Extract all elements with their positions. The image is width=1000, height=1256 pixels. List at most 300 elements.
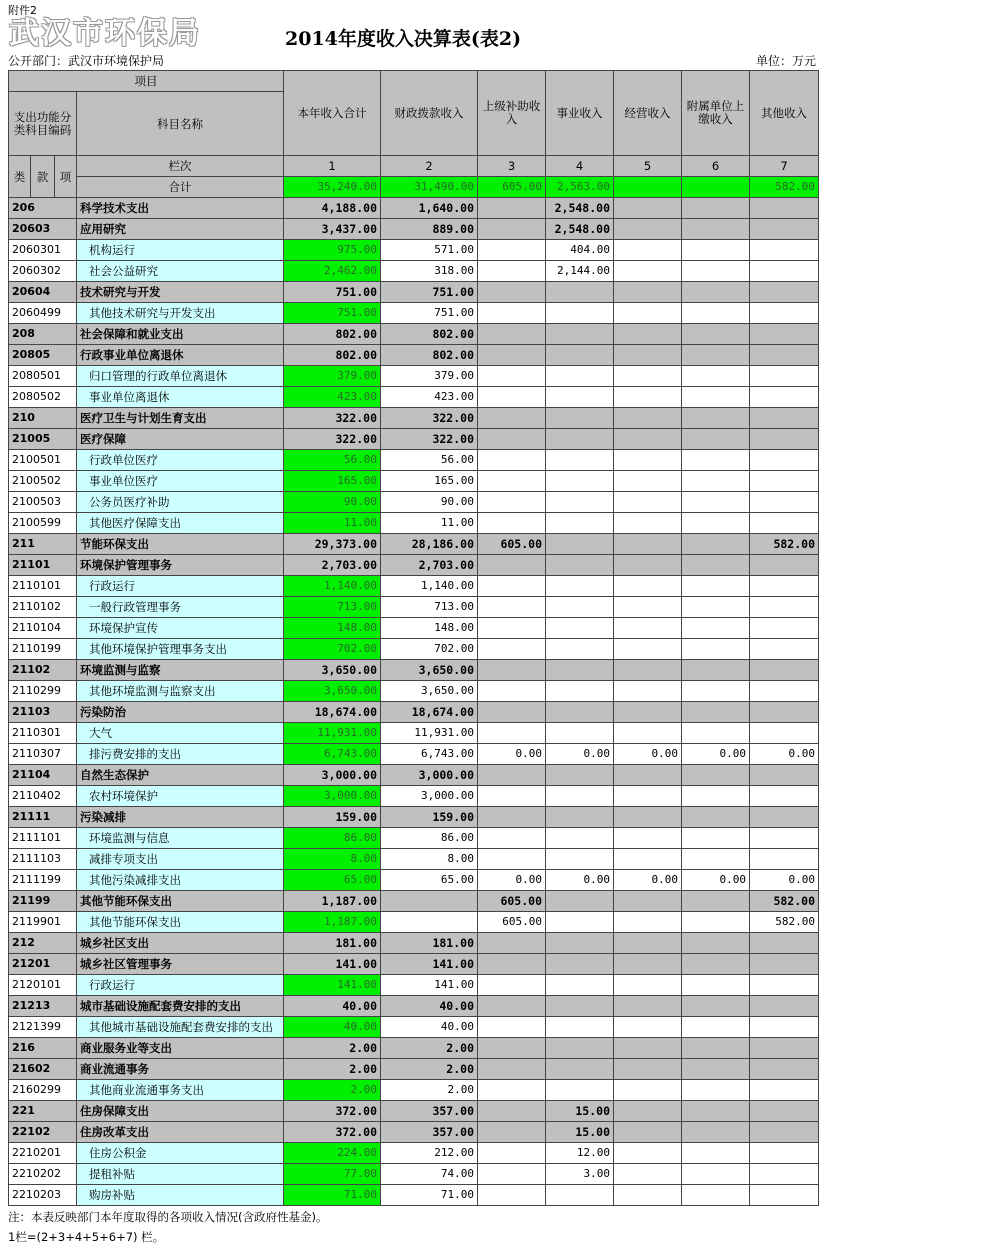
table-row (9, 219, 819, 240)
table-row (9, 1143, 819, 1164)
header-name-label: 科目名称 (77, 92, 284, 156)
row-value-col-7 (750, 639, 819, 660)
row-value-col-2: 181.00 (381, 933, 478, 954)
row-value-col-4 (546, 1017, 614, 1038)
row-name: 节能环保支出 (77, 534, 284, 555)
row-value-col-1: 372.00 (284, 1122, 381, 1143)
row-value-col-7 (750, 786, 819, 807)
row-value-col-3: 605.00 (478, 534, 546, 555)
row-code: 2060302 (9, 261, 77, 282)
row-value-col-4 (546, 1080, 614, 1101)
row-code: 2060301 (9, 240, 77, 261)
row-code: 21103 (9, 702, 77, 723)
row-value-col-2: 751.00 (381, 282, 478, 303)
row-value-col-6 (682, 513, 750, 534)
row-value-col-2: 2,703.00 (381, 555, 478, 576)
row-value-col-7 (750, 219, 819, 240)
row-value-col-1: 322.00 (284, 408, 381, 429)
row-name: 大气 (77, 723, 284, 744)
row-code: 2100501 (9, 450, 77, 471)
row-value-col-4 (546, 618, 614, 639)
row-value-col-4 (546, 366, 614, 387)
row-name: 自然生态保护 (77, 765, 284, 786)
row-name: 其他商业流通事务支出 (77, 1080, 284, 1101)
header-col-6: 附属单位上缴收入 (682, 71, 750, 156)
row-value-col-7 (750, 408, 819, 429)
row-name: 行政运行 (77, 576, 284, 597)
row-value-col-7 (750, 261, 819, 282)
total-value: 35,240.00 (284, 177, 381, 198)
row-name: 其他医疗保障支出 (77, 513, 284, 534)
row-name: 污染防治 (77, 702, 284, 723)
row-name: 住房保障支出 (77, 1101, 284, 1122)
row-name: 社会保障和就业支出 (77, 324, 284, 345)
table-row (9, 912, 819, 933)
row-value-col-3 (478, 702, 546, 723)
row-name: 环境监测与监察 (77, 660, 284, 681)
row-value-col-1: 1,187.00 (284, 912, 381, 933)
row-value-col-3 (478, 576, 546, 597)
row-value-col-7 (750, 618, 819, 639)
row-value-col-3: 605.00 (478, 891, 546, 912)
table-row (9, 870, 819, 891)
row-name: 事业单位离退休 (77, 387, 284, 408)
row-value-col-2: 322.00 (381, 408, 478, 429)
row-value-col-5 (614, 1080, 682, 1101)
row-value-col-6 (682, 219, 750, 240)
row-value-col-6 (682, 1164, 750, 1185)
row-value-col-2: 11,931.00 (381, 723, 478, 744)
row-value-col-1: 975.00 (284, 240, 381, 261)
row-code: 2121399 (9, 1017, 77, 1038)
row-value-col-6: 0.00 (682, 744, 750, 765)
row-value-col-1: 751.00 (284, 282, 381, 303)
row-value-col-3 (478, 1122, 546, 1143)
row-code: 21101 (9, 555, 77, 576)
row-value-col-4 (546, 408, 614, 429)
row-value-col-4 (546, 891, 614, 912)
row-value-col-6 (682, 555, 750, 576)
row-value-col-3 (478, 345, 546, 366)
row-value-col-4 (546, 534, 614, 555)
row-value-col-4 (546, 429, 614, 450)
header-col-2: 财政拨款收入 (381, 71, 478, 156)
table-row (9, 933, 819, 954)
row-value-col-7: 0.00 (750, 744, 819, 765)
row-value-col-7 (750, 702, 819, 723)
row-code: 2110101 (9, 576, 77, 597)
row-value-col-4 (546, 450, 614, 471)
row-code: 212 (9, 933, 77, 954)
row-value-col-4 (546, 702, 614, 723)
row-code: 22102 (9, 1122, 77, 1143)
row-value-col-2: 713.00 (381, 597, 478, 618)
row-value-col-2: 212.00 (381, 1143, 478, 1164)
row-name: 污染减排 (77, 807, 284, 828)
row-value-col-4 (546, 345, 614, 366)
row-value-col-3 (478, 408, 546, 429)
row-value-col-4: 15.00 (546, 1101, 614, 1122)
row-value-col-1: 29,373.00 (284, 534, 381, 555)
row-value-col-7 (750, 240, 819, 261)
row-value-col-1: 4,188.00 (284, 198, 381, 219)
row-value-col-5 (614, 681, 682, 702)
row-value-col-5 (614, 933, 682, 954)
row-value-col-3 (478, 828, 546, 849)
table-row (9, 975, 819, 996)
row-value-col-6 (682, 1017, 750, 1038)
row-code: 2111103 (9, 849, 77, 870)
row-name: 行政单位医疗 (77, 450, 284, 471)
row-value-col-1: 3,650.00 (284, 681, 381, 702)
row-value-col-1: 141.00 (284, 954, 381, 975)
total-value (614, 177, 682, 198)
row-value-col-2: 2.00 (381, 1038, 478, 1059)
row-value-col-2: 571.00 (381, 240, 478, 261)
header-col-5: 经营收入 (614, 71, 682, 156)
row-value-col-2: 2.00 (381, 1080, 478, 1101)
row-value-col-6 (682, 576, 750, 597)
row-value-col-3 (478, 1101, 546, 1122)
row-name: 科学技术支出 (77, 198, 284, 219)
row-value-col-6 (682, 807, 750, 828)
row-value-col-4 (546, 492, 614, 513)
row-value-col-2: 3,000.00 (381, 786, 478, 807)
header-col-1: 本年收入合计 (284, 71, 381, 156)
row-value-col-7 (750, 597, 819, 618)
row-value-col-4: 12.00 (546, 1143, 614, 1164)
row-name: 环境保护管理事务 (77, 555, 284, 576)
row-value-col-4: 3.00 (546, 1164, 614, 1185)
row-value-col-5 (614, 324, 682, 345)
row-value-col-1: 423.00 (284, 387, 381, 408)
row-value-col-3 (478, 429, 546, 450)
row-value-col-2: 702.00 (381, 639, 478, 660)
unit-label: 单位：万元 (756, 54, 817, 68)
row-value-col-5 (614, 282, 682, 303)
table-row (9, 429, 819, 450)
row-value-col-4 (546, 471, 614, 492)
row-value-col-6 (682, 849, 750, 870)
row-code: 2210203 (9, 1185, 77, 1206)
table-row (9, 1164, 819, 1185)
row-value-col-3 (478, 639, 546, 660)
row-code: 208 (9, 324, 77, 345)
row-value-col-2: 148.00 (381, 618, 478, 639)
row-value-col-1: 1,187.00 (284, 891, 381, 912)
row-value-col-5 (614, 1059, 682, 1080)
row-value-col-3 (478, 786, 546, 807)
row-value-col-1: 11,931.00 (284, 723, 381, 744)
row-value-col-2 (381, 912, 478, 933)
table-row (9, 1122, 819, 1143)
row-value-col-3 (478, 849, 546, 870)
row-value-col-1: 40.00 (284, 1017, 381, 1038)
table-row (9, 1059, 819, 1080)
header-col-4: 事业收入 (546, 71, 614, 156)
row-value-col-4 (546, 849, 614, 870)
row-value-col-2: 3,650.00 (381, 681, 478, 702)
row-code: 21005 (9, 429, 77, 450)
table-row (9, 639, 819, 660)
row-value-col-5 (614, 198, 682, 219)
row-value-col-5 (614, 450, 682, 471)
row-name: 归口管理的行政单位离退休 (77, 366, 284, 387)
table-row (9, 576, 819, 597)
table-row (9, 954, 819, 975)
row-code: 21602 (9, 1059, 77, 1080)
row-value-col-1: 71.00 (284, 1185, 381, 1206)
row-value-col-1: 2,462.00 (284, 261, 381, 282)
row-value-col-6 (682, 975, 750, 996)
row-name: 住房公积金 (77, 1143, 284, 1164)
row-value-col-1: 8.00 (284, 849, 381, 870)
row-value-col-6 (682, 429, 750, 450)
row-value-col-7 (750, 471, 819, 492)
row-value-col-4 (546, 1059, 614, 1080)
row-value-col-5 (614, 555, 682, 576)
row-code: 2110199 (9, 639, 77, 660)
row-name: 社会公益研究 (77, 261, 284, 282)
row-value-col-5 (614, 849, 682, 870)
row-value-col-7 (750, 723, 819, 744)
row-value-col-1: 3,000.00 (284, 765, 381, 786)
row-value-col-4: 404.00 (546, 240, 614, 261)
row-value-col-7 (750, 1080, 819, 1101)
row-value-col-4 (546, 597, 614, 618)
row-value-col-5 (614, 828, 682, 849)
col-number: 4 (546, 156, 614, 177)
row-value-col-6 (682, 324, 750, 345)
row-value-col-1: 1,140.00 (284, 576, 381, 597)
table-row (9, 1101, 819, 1122)
header-code-label: 支出功能分类科目编码 (9, 92, 77, 156)
table-row (9, 723, 819, 744)
row-value-col-3 (478, 1164, 546, 1185)
row-value-col-2: 357.00 (381, 1122, 478, 1143)
row-value-col-4 (546, 723, 614, 744)
row-value-col-3 (478, 765, 546, 786)
row-value-col-6 (682, 996, 750, 1017)
table-row (9, 1185, 819, 1206)
row-name: 城乡社区管理事务 (77, 954, 284, 975)
row-value-col-5 (614, 618, 682, 639)
row-value-col-2: 2.00 (381, 1059, 478, 1080)
row-value-col-7 (750, 1017, 819, 1038)
row-value-col-2: 8.00 (381, 849, 478, 870)
table-row (9, 786, 819, 807)
row-value-col-6 (682, 282, 750, 303)
row-value-col-7 (750, 975, 819, 996)
row-value-col-4 (546, 639, 614, 660)
row-value-col-7 (750, 828, 819, 849)
row-name: 其他污染减排支出 (77, 870, 284, 891)
row-value-col-6 (682, 618, 750, 639)
row-code: 21104 (9, 765, 77, 786)
row-code: 21213 (9, 996, 77, 1017)
row-value-col-4 (546, 387, 614, 408)
row-value-col-7 (750, 1185, 819, 1206)
row-code: 2160299 (9, 1080, 77, 1101)
row-value-col-5: 0.00 (614, 870, 682, 891)
row-value-col-6 (682, 681, 750, 702)
table-row (9, 828, 819, 849)
row-value-col-2: 751.00 (381, 303, 478, 324)
row-value-col-1: 11.00 (284, 513, 381, 534)
row-value-col-2: 18,674.00 (381, 702, 478, 723)
row-value-col-6 (682, 702, 750, 723)
row-value-col-4 (546, 1038, 614, 1059)
row-code: 2210201 (9, 1143, 77, 1164)
row-name: 机构运行 (77, 240, 284, 261)
row-value-col-6 (682, 198, 750, 219)
row-value-col-1: 141.00 (284, 975, 381, 996)
row-value-col-2: 357.00 (381, 1101, 478, 1122)
row-value-col-5 (614, 891, 682, 912)
row-value-col-2: 71.00 (381, 1185, 478, 1206)
row-value-col-6 (682, 1059, 750, 1080)
row-value-col-5 (614, 954, 682, 975)
row-value-col-3 (478, 618, 546, 639)
row-value-col-3 (478, 660, 546, 681)
row-value-col-2: 379.00 (381, 366, 478, 387)
row-value-col-6 (682, 723, 750, 744)
row-value-col-6 (682, 1143, 750, 1164)
row-code: 2060499 (9, 303, 77, 324)
row-value-col-2: 141.00 (381, 954, 478, 975)
row-value-col-1: 3,650.00 (284, 660, 381, 681)
row-value-col-2: 6,743.00 (381, 744, 478, 765)
row-value-col-2: 802.00 (381, 345, 478, 366)
row-value-col-7: 0.00 (750, 870, 819, 891)
header-xiang: 项 (55, 156, 77, 198)
row-value-col-7 (750, 324, 819, 345)
row-name: 其他节能环保支出 (77, 912, 284, 933)
row-value-col-6 (682, 387, 750, 408)
row-code: 216 (9, 1038, 77, 1059)
row-value-col-7 (750, 345, 819, 366)
row-value-col-5 (614, 366, 682, 387)
row-value-col-1: 379.00 (284, 366, 381, 387)
row-value-col-2: 3,650.00 (381, 660, 478, 681)
row-name: 其他城市基础设施配套费安排的支出 (77, 1017, 284, 1038)
row-value-col-6 (682, 765, 750, 786)
row-value-col-4 (546, 303, 614, 324)
row-value-col-3 (478, 555, 546, 576)
row-value-col-3 (478, 723, 546, 744)
row-value-col-1: 6,743.00 (284, 744, 381, 765)
row-value-col-1: 148.00 (284, 618, 381, 639)
row-value-col-7 (750, 303, 819, 324)
row-value-col-4: 2,548.00 (546, 198, 614, 219)
row-value-col-1: 65.00 (284, 870, 381, 891)
row-value-col-3 (478, 933, 546, 954)
row-value-col-3 (478, 1038, 546, 1059)
row-value-col-3 (478, 1059, 546, 1080)
row-value-col-4: 0.00 (546, 744, 614, 765)
row-value-col-1: 2.00 (284, 1080, 381, 1101)
row-name: 其他环境监测与监察支出 (77, 681, 284, 702)
row-value-col-1: 713.00 (284, 597, 381, 618)
row-value-col-4 (546, 786, 614, 807)
row-code: 2110299 (9, 681, 77, 702)
table-row (9, 387, 819, 408)
row-code: 2110402 (9, 786, 77, 807)
row-value-col-6 (682, 954, 750, 975)
row-name: 商业流通事务 (77, 1059, 284, 1080)
row-value-col-3 (478, 597, 546, 618)
row-name: 城市基础设施配套费安排的支出 (77, 996, 284, 1017)
total-value (682, 177, 750, 198)
row-value-col-4 (546, 912, 614, 933)
table-row (9, 765, 819, 786)
row-value-col-1: 56.00 (284, 450, 381, 471)
row-value-col-2: 889.00 (381, 219, 478, 240)
row-value-col-6 (682, 450, 750, 471)
row-name: 医疗卫生与计划生育支出 (77, 408, 284, 429)
row-name: 事业单位医疗 (77, 471, 284, 492)
row-value-col-5 (614, 702, 682, 723)
row-value-col-3 (478, 1143, 546, 1164)
row-value-col-2: 90.00 (381, 492, 478, 513)
row-value-col-4 (546, 681, 614, 702)
row-value-col-1: 2.00 (284, 1038, 381, 1059)
row-name: 医疗保障 (77, 429, 284, 450)
total-label: 合计 (77, 177, 284, 198)
table-row (9, 513, 819, 534)
row-value-col-1: 90.00 (284, 492, 381, 513)
table-row (9, 660, 819, 681)
row-value-col-7 (750, 282, 819, 303)
row-value-col-3 (478, 1185, 546, 1206)
table-row (9, 492, 819, 513)
row-value-col-2: 1,140.00 (381, 576, 478, 597)
row-value-col-4 (546, 954, 614, 975)
row-value-col-5 (614, 1164, 682, 1185)
row-value-col-3 (478, 954, 546, 975)
row-code: 20805 (9, 345, 77, 366)
row-value-col-3 (478, 240, 546, 261)
col-number: 7 (750, 156, 819, 177)
row-name: 农村环境保护 (77, 786, 284, 807)
row-value-col-5 (614, 975, 682, 996)
row-value-col-5 (614, 1122, 682, 1143)
row-name: 环境监测与信息 (77, 828, 284, 849)
row-code: 210 (9, 408, 77, 429)
page-title: 2014年度收入决算表(表2) (285, 28, 522, 50)
row-value-col-2: 318.00 (381, 261, 478, 282)
table-row (9, 891, 819, 912)
row-value-col-7 (750, 660, 819, 681)
table-row (9, 618, 819, 639)
row-code: 2080501 (9, 366, 77, 387)
row-value-col-4 (546, 828, 614, 849)
row-value-col-2: 3,000.00 (381, 765, 478, 786)
row-value-col-2: 56.00 (381, 450, 478, 471)
row-value-col-6 (682, 1185, 750, 1206)
row-value-col-2 (381, 891, 478, 912)
annex-label: 附件2 (8, 4, 37, 17)
table-row (9, 996, 819, 1017)
row-value-col-3 (478, 471, 546, 492)
row-value-col-5: 0.00 (614, 744, 682, 765)
total-value: 31,490.00 (381, 177, 478, 198)
row-code: 2100599 (9, 513, 77, 534)
row-value-col-4 (546, 933, 614, 954)
row-value-col-1: 702.00 (284, 639, 381, 660)
row-value-col-6 (682, 534, 750, 555)
header-kuan: 款 (31, 156, 55, 198)
